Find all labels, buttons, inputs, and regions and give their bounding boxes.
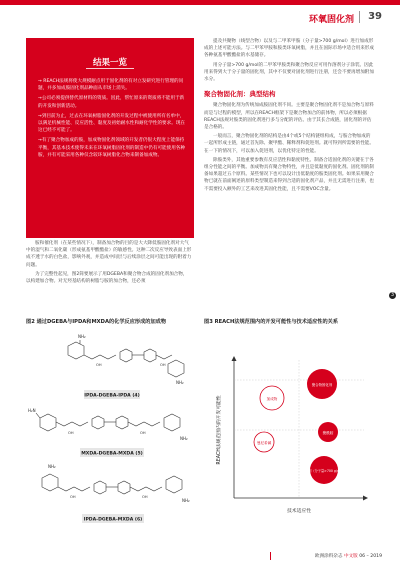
x-axis-label: 技术适应性 xyxy=(287,509,311,514)
top-accent-bar xyxy=(0,0,400,5)
nh2-label: NH₂ xyxy=(48,464,56,469)
figure2-caption: 图2 通过DGEBA与IPDA和MXDA的化学反应形成的加成物 xyxy=(26,319,167,325)
oh-label: OH xyxy=(68,431,74,435)
highlights-title: 结果一览 xyxy=(92,58,127,68)
h2n-label: H₂N xyxy=(28,408,36,413)
ring-shape xyxy=(164,414,180,431)
svg-text:固化剂（分子量>700 g/mol）: 固化剂（分子量>700 g/mol） xyxy=(301,469,347,473)
figure2-structures xyxy=(26,330,196,540)
paragraph: 胺和催化剂（在某些情况下），制备加合物的目的是大大降低胺固化剂对大气中的湿气和二氧化碳（形成氨基甲酸酯盐）的敏感性。这种二次反应导致表面上形成不透于水的白色盐，影响外观，并造成中间层与后续涂层之间可能出现的附着力问题。 xyxy=(26,241,192,268)
svg-text:聚合物固化剂: 聚合物固化剂 xyxy=(311,383,333,387)
ring-shape xyxy=(68,342,84,359)
ring-shape xyxy=(92,416,104,429)
ring-shape xyxy=(116,416,128,429)
oh-label: OH xyxy=(142,495,148,499)
left-body-text xyxy=(26,240,192,287)
highlight-item: →到目前为止，过去在环氧树脂固化剂的开发过程中被使用所有名单中，以满足机械性能、反应活性、黏度及初始耐水性和耐化学性的要求。现在这已经不可能了。 xyxy=(38,113,186,134)
edition-label: 中文版 xyxy=(343,554,358,559)
ring-shape xyxy=(40,414,56,431)
section-title: 环氧固化剂 xyxy=(308,15,354,25)
right-body-text xyxy=(204,38,374,195)
nh2-label: NH₂ xyxy=(176,380,184,385)
issue-label: 06 – 2019 xyxy=(359,554,382,559)
structure-label: IPDA-DGEBA-IPDA (4) xyxy=(84,393,140,399)
structure-ipda-dgeba-ipda xyxy=(68,334,184,385)
nh2-label: NH₂ xyxy=(78,334,86,339)
structure-label: IPDA-DGEBA-MXDA (6) xyxy=(83,517,143,523)
ring-shape xyxy=(168,360,184,377)
svg-text:曼尼希碱: 曼尼希碱 xyxy=(256,441,272,445)
paragraph: 提及共聚物（线型合物）以及与二甲苯甲胺（分子量>700 g/mol）进行加成形成的上述可能方法。与二甲苯甲胺和胺类环氧树脂，并且在国际市场中适合用来形成各种氨基甲酸酯盐的水基储存。 xyxy=(204,39,374,59)
ring-shape xyxy=(120,349,132,362)
footer xyxy=(315,553,382,559)
oh-label: OH xyxy=(70,495,76,499)
ring-shape xyxy=(94,481,106,494)
nh2-label: NH₂ xyxy=(182,498,190,503)
oh-label: OH xyxy=(160,363,166,367)
bubble-polymer-curing-agent xyxy=(307,369,337,399)
page-number: 39 xyxy=(368,11,382,22)
x-axis-arrow xyxy=(363,496,368,501)
highlights-panel xyxy=(26,38,194,238)
svg-text:加成物: 加成物 xyxy=(266,397,278,401)
paragraph: 除胺类外，其他重要参数有反应活性和黏度特性。制备合适固化剂的关键在于各组分性能之间的平衡。加成物具有聚合物特性，并且是低黏度的固化剂。固化剂的制备如果超过五个原料。某些情况下也可以设计出低黏度的胺类固化剂。如果采用聚合物已就在前面阐述的原料类型制造来得到合适的固化剂产品，并且无需进行注册，也不需要投入额外的工艺来改进其固化性能，且不需要VOC含量。 xyxy=(204,157,374,192)
section-heading: 聚合物固化剂：典型结构 xyxy=(204,90,276,99)
paragraph: 用分子量>700 g/mol的二甲苯甲胺类和聚合物反应可用作溶剂分子涂装。因此用来得到大于分子量的固化剂，其中不仅要对固化剂进行注册，还会不要再增加附加水分。 xyxy=(204,62,374,83)
oh-label: OH xyxy=(140,431,146,435)
structure-label: MXDA-DGEBA-MXDA (5) xyxy=(81,451,143,457)
paragraph: 一般而言，聚合物固化剂的结构是由4个或5个结构链组构成，与胺合物加成的一起所形成主链，通过首先除、聚甲酯、稀释剂和促进剂。就可得到所需要的性能。在一下的情况下，可以加入促进剂，以优化特定的性能。 xyxy=(204,134,374,154)
highlights-divider xyxy=(86,68,134,69)
structure-ipda-dgeba-mxda xyxy=(42,464,190,503)
reach-chart-svg xyxy=(204,330,379,540)
ring-shape xyxy=(144,349,156,362)
highlights-list xyxy=(38,78,188,162)
highlight-item: →公司必须提供替代原材料的资质。因此，帮忙原来的资质将不能用于新的开发和创新活动。 xyxy=(38,96,185,109)
bubble-high-mw-curing-agent xyxy=(302,456,346,484)
journal-name: 欧洲涂料杂志 xyxy=(314,554,343,559)
bubble-adduct xyxy=(260,386,284,410)
ring-shape xyxy=(42,474,58,491)
highlight-item: →有了聚合物加成的胺，加成物固化剂领域的开发者仍很大程度上能保持平衡，其基本技术使得未来在环氧树脂固化剂的制造中仍有可能使用各种胺，并有可能采用各种仅含较环氧树脂化合物来制备加成物。 xyxy=(38,138,186,158)
ring-shape xyxy=(166,476,182,493)
y-axis-arrow xyxy=(232,356,237,361)
footer-divider xyxy=(270,552,271,560)
ring-shape xyxy=(118,481,130,494)
structure-diagram xyxy=(26,330,196,540)
nh2-label: NH₂ xyxy=(180,436,188,441)
bubble-polyamide xyxy=(318,422,338,442)
page-nav-dot[interactable]: 3 xyxy=(390,292,395,298)
y-axis-label: REACH法规范围内的开发可能性 xyxy=(217,395,222,465)
figure3-caption: 图3 REACH法规范围内的开发可能性与技术适应性的关系 xyxy=(204,319,339,325)
structure-mxda-dgeba-mxda xyxy=(28,408,188,441)
paragraph: 为了完整性起见，图2简要展示了用DGEBA和聚合物合成的固化剂加合物，以构建加合物。对无羟基结构的树脂与胺的加合物，还必须 xyxy=(26,271,188,285)
oh-label: OH xyxy=(96,363,102,367)
paragraph: 聚合物固化剂为传统加成胺固化剂不同。主要是聚合物固化剂不是加合物与原料而是与过程的模型，所以在REACH框架下是聚合物加合的前体物，所以必须根据REACH法规对胺类的固化剂进行多与分配的评估。由于其长合成链，固化剂的评估是合格的。 xyxy=(204,103,374,131)
figure3-chart xyxy=(204,330,379,540)
svg-text:聚酰胺: 聚酰胺 xyxy=(322,431,334,435)
highlight-item: → REACH法规将使大规模耐点用于固化剂的有对立发研究进行管理的问题，并多加成胺固化剂品种面从市场上消失。 xyxy=(38,79,184,92)
bubble-mannich-base xyxy=(254,432,274,452)
header-divider xyxy=(359,11,360,23)
